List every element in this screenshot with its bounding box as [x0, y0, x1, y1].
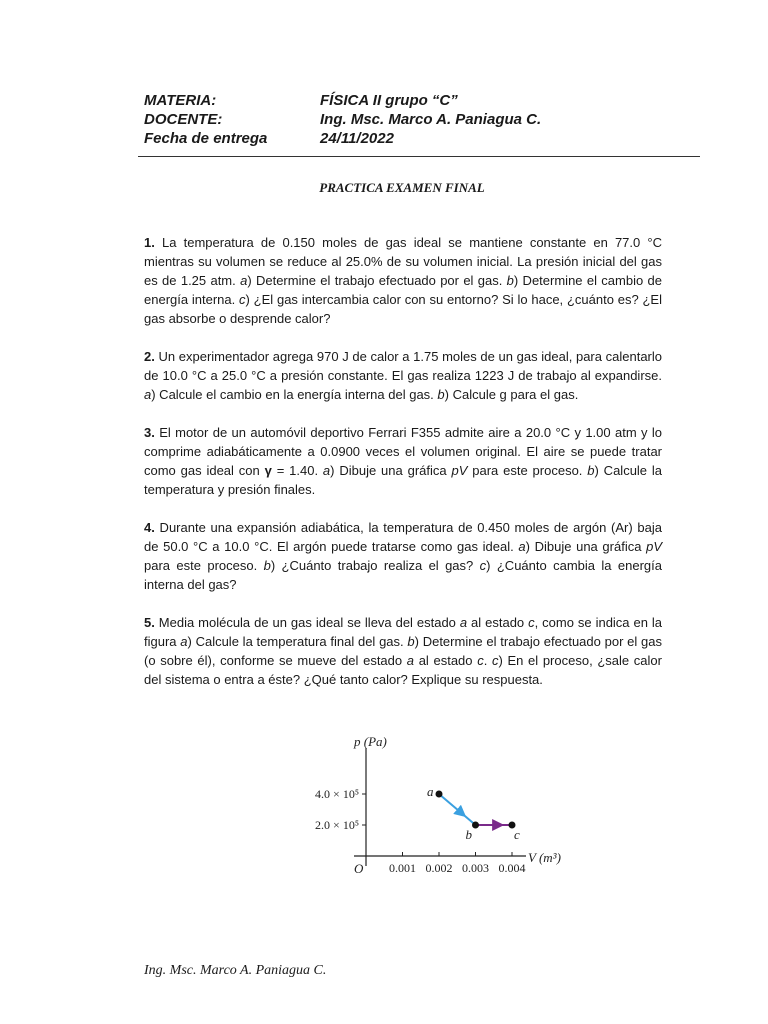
- y-tick-label: 2.0 × 10⁵: [315, 818, 359, 832]
- problem-text: a: [144, 387, 152, 402]
- problem-text: para este proceso.: [467, 463, 588, 478]
- page-title: PRACTICA EXAMEN FINAL: [319, 180, 485, 195]
- x-tick-label: 0.004: [498, 861, 526, 875]
- problem-text: ) ¿Cuánto cambia la energía interna del gas?: [144, 558, 662, 592]
- problem-text: ) Dibuje una gráfica: [330, 463, 452, 478]
- problem-text: ) ¿Cuánto trabajo realiza el gas?: [270, 558, 480, 573]
- problem-text: El motor de un automóvil deportivo Ferrari F355 admite aire a 20.0 °C y 1.00 atm y lo comprime adiabáticamente a 0.0900 veces el volumen original. El aire se puede tratar como gas ideal con: [144, 425, 662, 478]
- materia-value: FÍSICA II grupo “C”: [320, 92, 458, 109]
- problem-text: ) ¿El gas intercambia calor con su entorno? Si lo hace, ¿cuánto es? ¿El gas absorbe o desprende calor?: [144, 292, 662, 326]
- header-row-docente: [144, 110, 541, 129]
- problem-number: 1.: [144, 235, 155, 250]
- problem-text: ) Calcule la temperatura y presión finales.: [144, 463, 663, 497]
- problem-text: a: [240, 273, 248, 288]
- problem-text: ) Determine el cambio de energía interna.: [144, 273, 662, 307]
- problem-text: ) Determine el trabajo efectuado por el gas.: [247, 273, 507, 288]
- problem-text: , como se indica en la figura: [144, 615, 663, 649]
- problem-text: γ: [264, 463, 272, 478]
- problem-text: c: [479, 558, 487, 573]
- problem-text: Media molécula de un gas ideal se lleva del estado: [154, 615, 460, 630]
- problem-text: a: [459, 615, 468, 630]
- y-tick-label: 4.0 × 10⁵: [315, 787, 359, 801]
- problem-text: c: [491, 653, 499, 668]
- problem-text: c: [477, 653, 484, 668]
- problem-number: 2.: [144, 349, 155, 364]
- problem-text: ) Determine el trabajo efectuado por el gas (o sobre él), conforme se mueve del estado: [144, 634, 662, 668]
- problem-text: La temperatura de 0.150 moles de gas ideal se mantiene constante en 77.0 °C mientras su volumen se reduce al 25.0% de su volumen inicial. La presión inicial del gas es de 1.25 atm.: [144, 235, 662, 288]
- docente-value: Ing. Msc. Marco A. Paniagua C.: [320, 111, 542, 128]
- problem-text: ) Dibuje una gráfica: [525, 539, 647, 554]
- origin-label: O: [354, 861, 364, 876]
- problem-text: ) Calcule el cambio en la energía interna del gas.: [151, 387, 438, 402]
- header-row-fecha: [144, 129, 541, 148]
- point-a: [436, 791, 443, 798]
- header-divider: [138, 156, 700, 157]
- problem-text: b: [437, 387, 445, 402]
- problem-text: a: [518, 539, 526, 554]
- point-label-c: c: [514, 827, 520, 842]
- problem-text: = 1.40.: [271, 463, 323, 478]
- fecha-label: Fecha de entrega: [144, 130, 268, 147]
- problem-text: ) Calcule g para el gas.: [444, 387, 579, 402]
- problem-text: a: [322, 463, 331, 478]
- point-b: [472, 822, 479, 829]
- problem-text: .: [483, 653, 492, 668]
- problem-text: b: [506, 273, 514, 288]
- problem-list: [144, 233, 662, 708]
- docente-label: DOCENTE:: [144, 111, 223, 128]
- y-axis-label: p (Pa): [354, 734, 387, 749]
- problem-2: [144, 347, 662, 404]
- problem-text: a: [180, 634, 188, 649]
- problem-text: b: [407, 634, 415, 649]
- problem-number: 4.: [144, 520, 155, 535]
- problem-text: al estado: [414, 653, 478, 668]
- problem-text: pV: [451, 463, 468, 478]
- problem-text: al estado: [467, 615, 529, 630]
- problem-text: c: [528, 615, 535, 630]
- problem-4: [144, 518, 662, 594]
- problem-number: 5.: [144, 615, 155, 630]
- problem-text: Un experimentador agrega 970 J de calor a 1.75 moles de un gas ideal, para calentarlo de 10.0 °C a 25.0 °C a presión constante. El gas realiza 1223 J de trabajo al expandirse.: [144, 349, 662, 383]
- x-tick-label: 0.003: [462, 861, 489, 875]
- footer-signature: Ing. Msc. Marco A. Paniagua C.: [144, 963, 327, 978]
- pv-diagram: [300, 728, 600, 878]
- point-label-a: a: [427, 784, 434, 799]
- problem-text: c: [239, 292, 246, 307]
- problem-text: para este proceso.: [144, 558, 264, 573]
- problem-5: [144, 613, 662, 689]
- point-label-b: b: [465, 827, 472, 842]
- problem-text: a: [406, 653, 415, 668]
- x-tick-label: 0.002: [425, 861, 453, 875]
- problem-text: pV: [646, 539, 663, 554]
- problem-number: 3.: [144, 425, 155, 440]
- problem-text: ) En el proceso, ¿sale calor del sistema o entra a éste? ¿Qué tanto calor? Explique su respuesta.: [144, 653, 662, 687]
- problem-text: b: [587, 463, 595, 478]
- materia-label: MATERIA:: [144, 92, 217, 109]
- fecha-value: 24/11/2022: [320, 130, 394, 147]
- document-header: [144, 91, 541, 148]
- problem-text: ) Calcule la temperatura final del gas.: [187, 634, 408, 649]
- segment-ab: [439, 794, 476, 825]
- x-axis-label: V (m³): [528, 850, 561, 865]
- problem-1: [144, 233, 662, 328]
- problem-text: b: [263, 558, 271, 573]
- x-tick-label: 0.001: [389, 861, 416, 875]
- header-row-materia: [144, 91, 541, 110]
- problem-3: [144, 423, 662, 499]
- problem-text: Durante una expansión adiabática, la temperatura de 0.450 moles de argón (Ar) baja de 50.0 °C a 10.0 °C. El argón puede tratarse como gas ideal.: [144, 520, 662, 554]
